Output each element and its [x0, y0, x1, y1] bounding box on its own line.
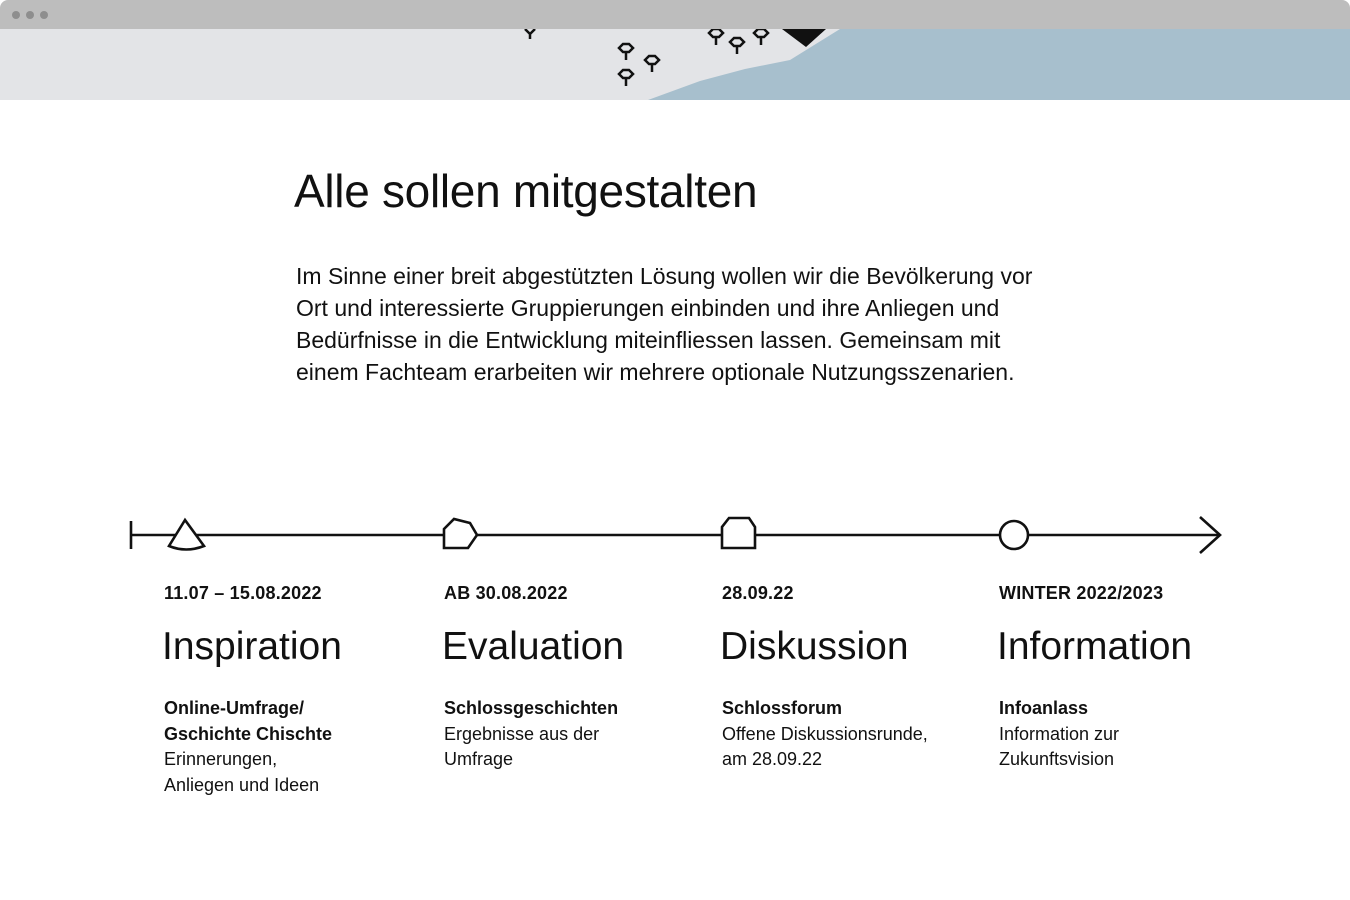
- milestone-date: AB 30.08.2022: [444, 583, 568, 603]
- page-title: Alle sollen mitgestalten: [294, 165, 758, 217]
- milestone-heading: Infoanlass: [999, 698, 1089, 718]
- window-dot-icon: [26, 11, 34, 19]
- pentagon-marker: [444, 519, 477, 548]
- hero-map-image: [0, 29, 1350, 100]
- tree-icon: [754, 29, 768, 45]
- house-marker: [722, 518, 755, 548]
- milestone-title: Evaluation: [442, 625, 625, 668]
- milestone-date: WINTER 2022/2023: [999, 583, 1164, 603]
- milestone-text: Erinnerungen, Anliegen und Ideen: [164, 749, 320, 795]
- milestone-evaluation: [444, 580, 704, 773]
- tree-icon: [525, 29, 535, 39]
- milestone-detail: [164, 696, 424, 798]
- tree-icon: [619, 70, 633, 86]
- intro-paragraph: Im Sinne einer breit abgestützten Lösung wollen wir die Bevölkerung vor Ort und interessierte Gruppierungen einbinden und ihre Anliegen und Bedürfnisse in die Entwicklung miteinfliessen lassen. Gemeinsam mit einem Fachteam erarbeiten wir mehrere optionale Nutzungsszenarien.: [296, 263, 1033, 385]
- milestone-heading: Online-Umfrage/ Gschichte Chischte: [164, 698, 333, 744]
- window-dot-icon: [40, 11, 48, 19]
- milestone-heading: Schlossforum: [722, 698, 843, 718]
- circle-marker: [1000, 521, 1028, 549]
- milestone-title: Diskussion: [720, 625, 909, 668]
- tree-icon: [709, 29, 723, 45]
- milestone-detail: [722, 696, 982, 773]
- intro-section: [296, 160, 1076, 388]
- milestone-diskussion: [722, 580, 982, 773]
- milestone-heading: Schlossgeschichten: [444, 698, 619, 718]
- milestone-date: 11.07 – 15.08.2022: [164, 583, 322, 603]
- milestone-information: [999, 580, 1259, 773]
- milestone-detail: [444, 696, 704, 773]
- milestone-text: Information zur Zukunftsvision: [999, 723, 1120, 769]
- tree-icon: [619, 44, 633, 60]
- milestone-text: Ergebnisse aus der Umfrage: [444, 723, 600, 769]
- milestone-title: Information: [997, 625, 1193, 668]
- milestone-date: 28.09.22: [722, 583, 794, 603]
- milestone-detail: [999, 696, 1259, 773]
- timeline-graphic: [0, 505, 1350, 565]
- tree-icon: [730, 38, 744, 54]
- milestone-inspiration: [164, 580, 424, 798]
- browser-window-bar: [0, 0, 1350, 29]
- window-dot-icon: [12, 11, 20, 19]
- lake-shape: [648, 29, 1350, 100]
- tree-icon: [645, 56, 659, 72]
- milestone-title: Inspiration: [162, 625, 342, 668]
- milestone-text: Offene Diskussionsrunde, am 28.09.22: [722, 723, 928, 769]
